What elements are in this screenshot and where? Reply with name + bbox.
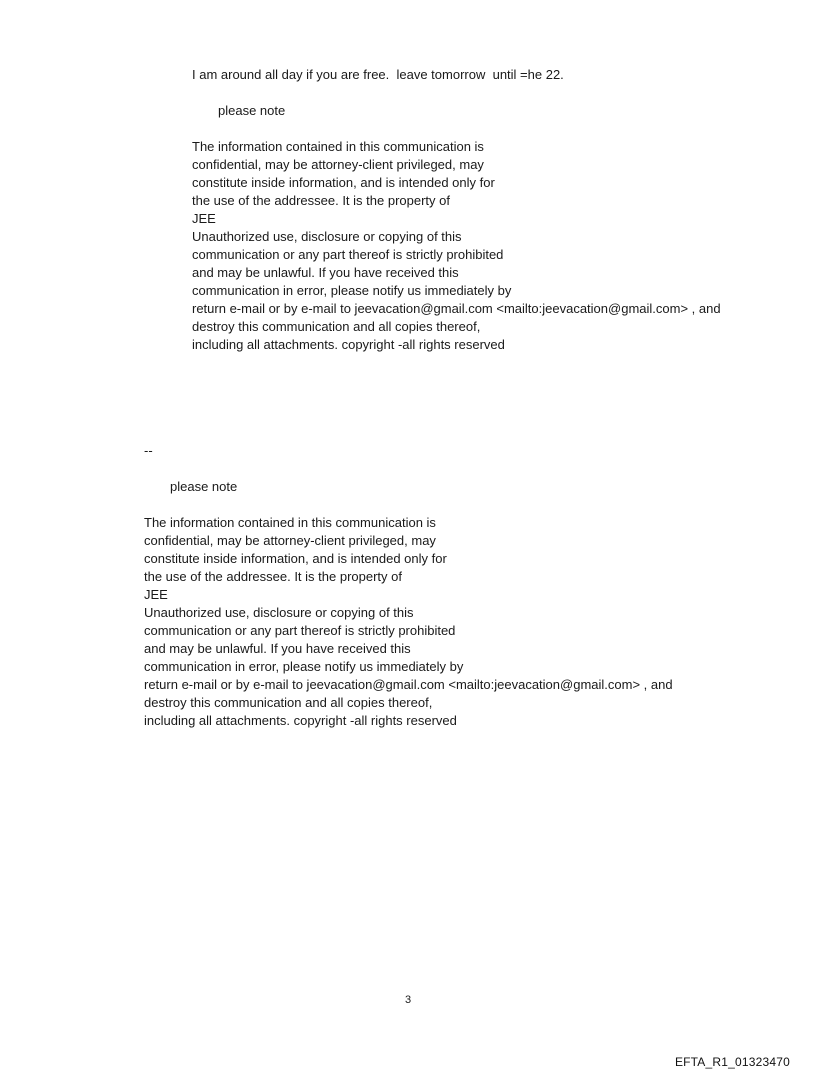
bates-number: EFTA_R1_01323470: [674, 1055, 790, 1069]
page-number: 3: [404, 994, 412, 1006]
signature-separator: --: [144, 443, 153, 458]
signature-disclaimer-email-line: return e-mail or by e-mail to jeevacation@gmail.com <mailto:jeevacation@gmail.com> , and: [144, 677, 673, 692]
quoted-disclaimer-line: JEE: [192, 211, 216, 226]
signature-disclaimer-line: communication in error, please notify us immediately by: [144, 659, 464, 674]
signature-disclaimer-line: confidential, may be attorney-client privileged, may: [144, 533, 436, 548]
quoted-disclaimer-line: constitute inside information, and is intended only for: [192, 175, 495, 190]
signature-disclaimer-line: and may be unlawful. If you have received this: [144, 641, 411, 656]
signature-note-heading: please note: [170, 479, 238, 494]
quoted-disclaimer-email-line: return e-mail or by e-mail to jeevacation@gmail.com <mailto:jeevacation@gmail.com> , and: [192, 301, 721, 316]
signature-disclaimer-line: the use of the addressee. It is the property of: [144, 569, 402, 584]
quoted-disclaimer-line: and may be unlawful. If you have received this: [192, 265, 459, 280]
signature-disclaimer-line: including all attachments. copyright -all rights reserved: [144, 713, 457, 728]
quoted-disclaimer-line: confidential, may be attorney-client privileged, may: [192, 157, 484, 172]
signature-disclaimer-line: constitute inside information, and is intended only for: [144, 551, 447, 566]
quoted-message-block: [192, 66, 792, 354]
quoted-disclaimer-line: destroy this communication and all copies thereof,: [192, 319, 481, 334]
signature-disclaimer-line: The information contained in this communication is: [144, 515, 436, 530]
signature-disclaimer-line: destroy this communication and all copies thereof,: [144, 695, 433, 710]
quoted-disclaimer-line: Unauthorized use, disclosure or copying of this: [192, 229, 462, 244]
quoted-disclaimer-line: the use of the addressee. It is the property of: [192, 193, 450, 208]
signature-disclaimer-line: Unauthorized use, disclosure or copying of this: [144, 605, 414, 620]
signature-disclaimer-line: communication or any part thereof is strictly prohibited: [144, 623, 456, 638]
signature-disclaimer-line: JEE: [144, 587, 168, 602]
quoted-disclaimer-line: communication or any part thereof is strictly prohibited: [192, 247, 504, 262]
quoted-disclaimer-line: communication in error, please notify us immediately by: [192, 283, 512, 298]
quoted-disclaimer-line: The information contained in this communication is: [192, 139, 484, 154]
quoted-intro-text: I am around all day if you are free. leave tomorrow until =he 22.: [192, 67, 564, 82]
quoted-disclaimer-line: including all attachments. copyright -all rights reserved: [192, 337, 505, 352]
quoted-note-heading: please note: [218, 103, 286, 118]
signature-block: [144, 442, 764, 730]
